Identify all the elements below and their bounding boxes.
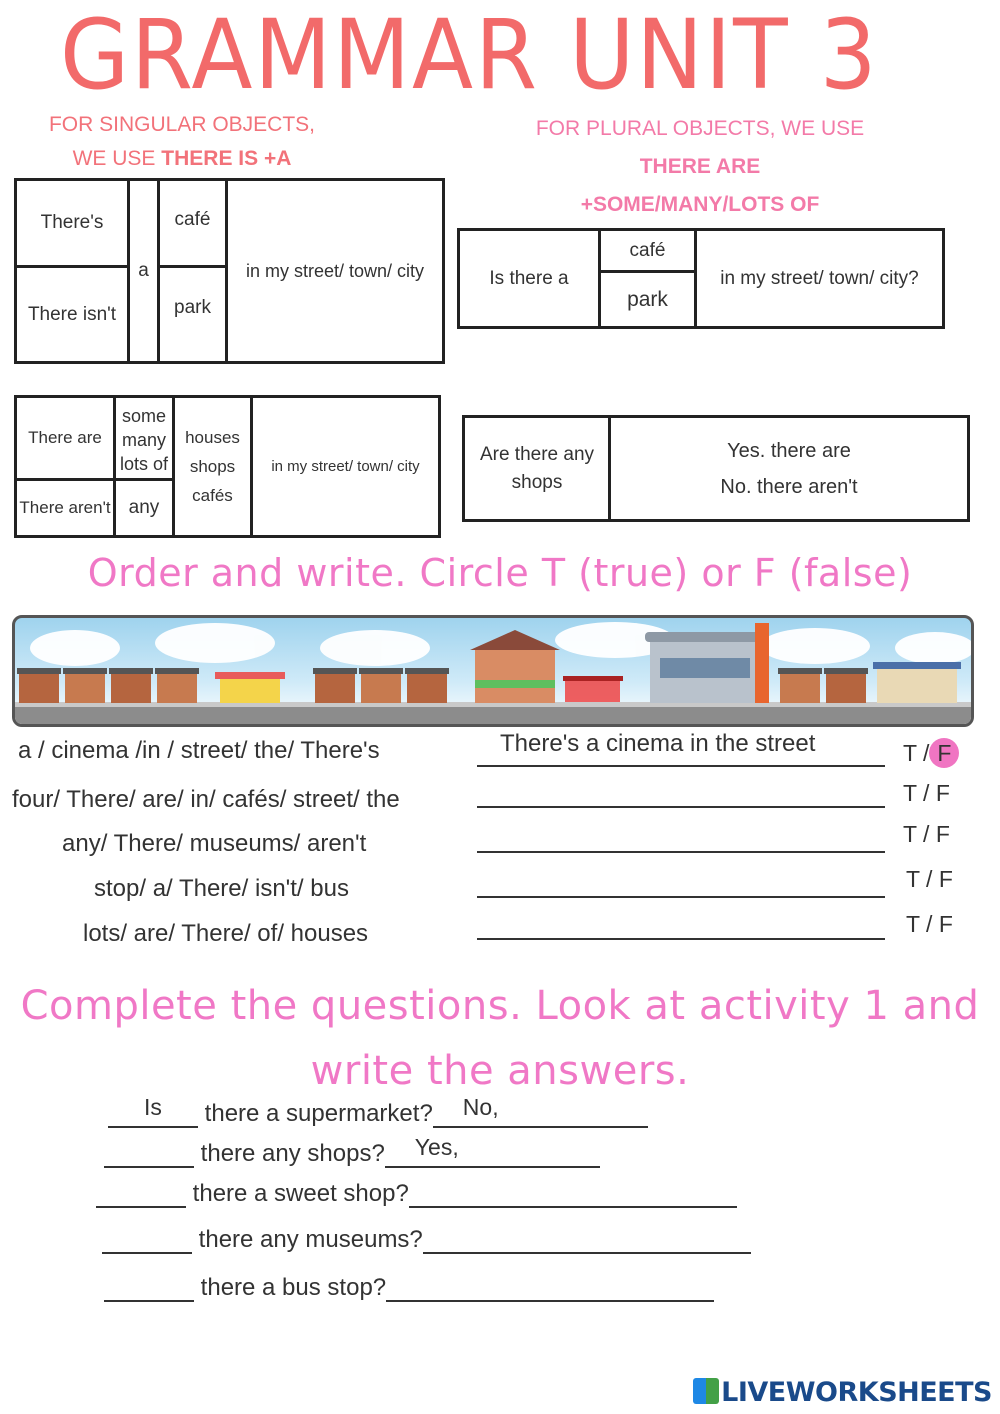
table3-any: any bbox=[128, 497, 160, 518]
table-are-there bbox=[462, 415, 970, 522]
brand-logo[interactable] bbox=[693, 1377, 992, 1408]
table-there-is bbox=[14, 178, 445, 364]
plural-rule-line1: FOR PLURAL OBJECTS, WE USE bbox=[535, 117, 865, 140]
singular-rule bbox=[22, 108, 342, 176]
table3-cafes: cafés bbox=[192, 486, 233, 505]
ex2-question-5: there a bus stop? bbox=[200, 1274, 387, 1301]
ex1-t-1[interactable]: T / bbox=[903, 740, 930, 766]
table3-some: some bbox=[121, 406, 166, 426]
ex2-question-2: there any shops? bbox=[200, 1140, 385, 1167]
ex2-row-3 bbox=[96, 1180, 737, 1208]
ex1-t-5[interactable]: T / bbox=[906, 911, 933, 937]
ex1-f-4[interactable]: F bbox=[938, 866, 953, 892]
ex1-answer-line-5[interactable] bbox=[477, 910, 885, 940]
ex1-t-3[interactable]: T / bbox=[903, 821, 930, 847]
ex1-f-2[interactable]: F bbox=[935, 780, 950, 806]
plural-rule-bold2: +SOME/MANY/LOTS OF bbox=[580, 193, 820, 216]
houses-left bbox=[17, 668, 199, 703]
table3-there-are: There are bbox=[28, 428, 102, 447]
ex2-row-2 bbox=[104, 1134, 600, 1168]
ex1-prompt-2: four/ There/ are/ in/ cafés/ street/ the bbox=[12, 786, 400, 813]
table1-there-is: There's bbox=[40, 212, 104, 233]
ex1-prompt-4: stop/ a/ There/ isn't/ bus bbox=[94, 875, 349, 902]
brand-logo-icon bbox=[693, 1378, 719, 1404]
ex1-answer-line-2[interactable] bbox=[477, 778, 885, 808]
exercise1-heading: Order and write. Circle T (true) or F (false) bbox=[87, 551, 913, 595]
table3-many: many bbox=[121, 430, 166, 450]
ex2-blank-2[interactable] bbox=[104, 1140, 194, 1168]
table1-article: a bbox=[138, 260, 149, 281]
table3-lots-of: lots of bbox=[119, 454, 169, 474]
ex2-answer-blank-1[interactable] bbox=[433, 1094, 648, 1128]
table4-answers bbox=[611, 418, 967, 519]
table1-noun-cafe: café bbox=[174, 209, 211, 230]
ex2-answer-2: Yes, bbox=[414, 1134, 459, 1160]
ex1-tf-1[interactable] bbox=[903, 738, 959, 768]
ex1-tf-4[interactable] bbox=[906, 866, 953, 893]
brand-name: LIVEWORKSHEETS bbox=[721, 1377, 992, 1408]
ex1-answer-line-4[interactable] bbox=[477, 868, 885, 898]
ex1-tf-5[interactable] bbox=[906, 911, 953, 938]
ex1-tf-3[interactable] bbox=[903, 821, 950, 848]
ex2-fill-1: Is bbox=[144, 1094, 162, 1120]
table-there-are bbox=[14, 395, 441, 538]
plural-rule-line3 bbox=[480, 186, 920, 224]
ex2-blank-4[interactable] bbox=[102, 1226, 192, 1254]
ex2-row-1 bbox=[108, 1094, 648, 1128]
table2-noun-cafe: café bbox=[629, 239, 666, 261]
table4-yes: Yes. there are bbox=[727, 439, 851, 462]
table2-noun-park: park bbox=[627, 287, 668, 311]
table2-question: Is there a bbox=[489, 267, 569, 289]
page-title: GRAMMAR UNIT 3 bbox=[60, 0, 879, 111]
table4-question: Are there any shops bbox=[479, 443, 595, 493]
ex1-f-1-circled[interactable]: F bbox=[929, 738, 959, 768]
ex2-row-4 bbox=[102, 1226, 751, 1254]
ex2-answer-blank-2[interactable] bbox=[385, 1134, 600, 1168]
table4-no: No. there aren't bbox=[720, 475, 858, 498]
ex2-question-3: there a sweet shop? bbox=[192, 1180, 409, 1207]
houses-right bbox=[778, 662, 961, 703]
ex2-question-1: there a supermarket? bbox=[204, 1100, 433, 1127]
table3-houses: houses bbox=[185, 428, 240, 447]
street-illustration bbox=[12, 615, 974, 727]
ex2-blank-3[interactable] bbox=[96, 1180, 186, 1208]
plural-rule bbox=[480, 110, 920, 224]
ex2-answer-blank-4[interactable] bbox=[423, 1226, 751, 1254]
ex2-answer-1: No, bbox=[462, 1094, 499, 1120]
exercise2-heading-line2: write the answers. bbox=[310, 1048, 690, 1094]
ex2-question-4: there any museums? bbox=[198, 1226, 423, 1253]
ex1-f-5[interactable]: F bbox=[938, 911, 953, 937]
table1-there-isnt: There isn't bbox=[27, 303, 117, 325]
plural-rule-line2 bbox=[480, 148, 920, 186]
table3-quantifiers bbox=[116, 402, 172, 478]
singular-rule-line1: FOR SINGULAR OBJECTS, bbox=[48, 113, 316, 136]
ex1-answer-line-3[interactable] bbox=[477, 823, 885, 853]
table2-place: in my street/ town/ city? bbox=[720, 267, 919, 289]
ex1-t-4[interactable]: T / bbox=[906, 866, 933, 892]
table1-place: in my street/ town/ city bbox=[245, 261, 425, 281]
street-scene bbox=[15, 618, 971, 724]
ex1-tf-2[interactable] bbox=[903, 780, 950, 807]
ex2-blank-5[interactable] bbox=[104, 1274, 194, 1302]
ex2-answer-blank-5[interactable] bbox=[386, 1274, 714, 1302]
ex1-prompt-1: a / cinema /in / street/ the/ There's bbox=[18, 737, 380, 764]
plural-rule-bold1: THERE ARE bbox=[639, 155, 761, 178]
ex2-blank-1[interactable] bbox=[108, 1094, 198, 1128]
ex1-answer-1: There's a cinema in the street bbox=[500, 730, 816, 757]
ex1-prompt-3: any/ There/ museums/ aren't bbox=[62, 830, 367, 857]
ex1-t-2[interactable]: T / bbox=[903, 780, 930, 806]
table1-noun-park: park bbox=[174, 297, 211, 318]
ex1-f-3[interactable]: F bbox=[935, 821, 950, 847]
exercise2-heading-line1: Complete the questions. Look at activity 1 and bbox=[20, 983, 980, 1029]
table3-shops: shops bbox=[189, 457, 236, 476]
singular-rule-prefix: WE USE bbox=[72, 147, 162, 170]
table3-place: in my street/ town/ city bbox=[271, 457, 420, 475]
singular-rule-bold: THERE IS +A bbox=[161, 147, 292, 170]
ex1-prompt-5: lots/ are/ There/ of/ houses bbox=[83, 920, 369, 947]
table3-there-arent: There aren't bbox=[19, 498, 111, 517]
table3-nouns bbox=[175, 398, 250, 535]
houses-middle bbox=[313, 668, 449, 703]
table-is-there bbox=[457, 228, 945, 329]
singular-rule-line2 bbox=[22, 142, 342, 176]
ex2-answer-blank-3[interactable] bbox=[409, 1180, 737, 1208]
ex2-row-5 bbox=[104, 1274, 714, 1302]
